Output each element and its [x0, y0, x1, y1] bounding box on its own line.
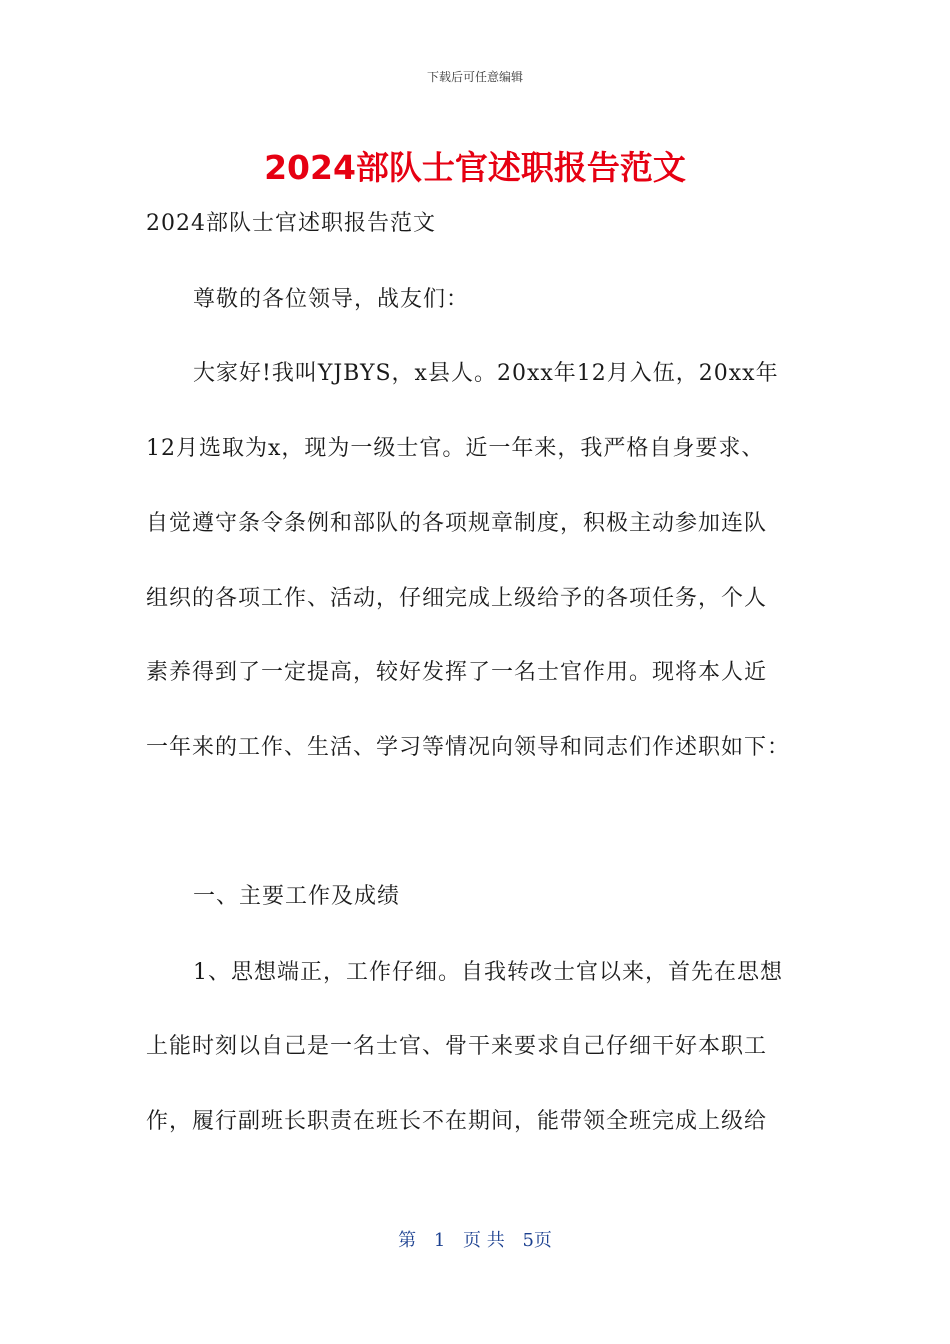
subtitle-line: 2024部队士官述职报告范文	[146, 211, 436, 236]
greeting-line: 尊敬的各位领导，战友们：	[193, 287, 470, 312]
section-heading: 一、主要工作及成绩	[193, 884, 401, 909]
intro-line: 组织的各项工作、活动，仔细完成上级给予的各项任务，个人	[146, 586, 768, 611]
item-line: 上能时刻以自己是一名士官、骨干来要求自己仔细干好本职工	[146, 1034, 768, 1059]
footer-page-number: 1	[433, 1230, 446, 1251]
footer-middle: 页 共	[463, 1230, 505, 1251]
item-line: 作，履行副班长职责在班长不在期间，能带领全班完成上级给	[146, 1109, 768, 1134]
intro-line: 自觉遵守条令条例和部队的各项规章制度，积极主动参加连队	[146, 511, 768, 536]
intro-line: 一年来的工作、生活、学习等情况向领导和同志们作述职如下：	[146, 735, 791, 760]
intro-line: 素养得到了一定提高，较好发挥了一名士官作用。现将本人近	[146, 660, 768, 685]
footer-total: 5页	[522, 1230, 552, 1251]
item-line: 1、思想端正，工作仔细。自我转改士官以来，首先在思想	[193, 960, 783, 985]
header-note: 下载后可任意编辑	[426, 70, 523, 84]
intro-line: 大家好!我叫YJBYS，x县人。20xx年12月入伍，20xx年	[193, 361, 779, 386]
page-footer	[0, 1226, 950, 1252]
document-title: 2024部队士官述职报告范文	[264, 148, 686, 187]
intro-line: 12月选取为x，现为一级士官。近一年来，我严格自身要求、	[146, 436, 765, 461]
footer-prefix: 第	[398, 1230, 417, 1251]
